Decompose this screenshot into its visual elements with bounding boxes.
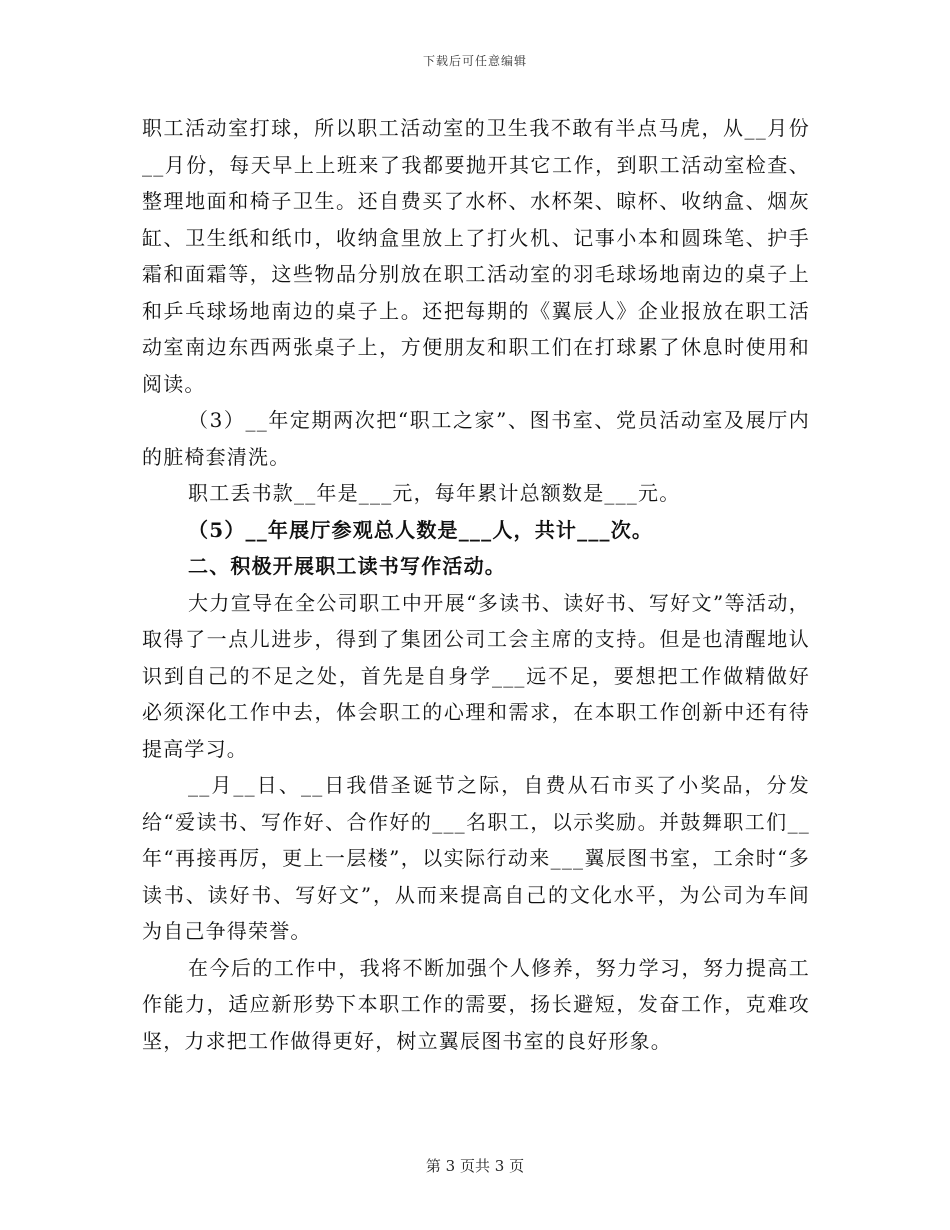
paragraph-christmas-awards: __月__日、__日我借圣诞节之际，自费从石市买了小奖品，分发给“爱读书、写作好、合作好的___名职工，以示奖励。并鼓舞职工们__年“再接再厉，更上一层楼”，以实际行动来___翼辰图书室，工余时“多读书、读好书、写好文”，从而来提高自己的文化水平，为公司为车间为自己争得荣誉。 bbox=[142, 773, 810, 943]
document-body bbox=[142, 110, 810, 1059]
paragraph-future-work: 在今后的工作中，我将不断加强个人修养，努力学习，努力提高工作能力，适应新形势下本职工作的需要，扬长避短，发奋工作，克难攻坚，力求把工作做得更好，树立翼辰图书室的良好形象。 bbox=[142, 955, 810, 1053]
paragraph-item-5: （5）__年展厅参观总人数是___人，共计___次。 bbox=[188, 517, 654, 542]
paragraph-item-3: （3）__年定期两次把“职工之家”、图书室、党员活动室及展厅内的脏椅套清洗。 bbox=[142, 408, 810, 469]
page-header-note: 下载后可任意编辑 bbox=[422, 54, 527, 68]
paragraph-lost-book-fee: 职工丢书款__年是___元，每年累计总额数是___元。 bbox=[188, 481, 681, 505]
paragraph-reading-activity: 大力宣导在全公司职工中开展“多读书、读好书、写好文”等活动，取得了一点儿进步，得到了集团公司工会主席的支持。但是也清醒地认识到自己的不足之处，首先是自身学___远不足，要想把工作做精做好必须深化工作中去，体会职工的心理和需求，在本职工作创新中还有待提高学习。 bbox=[142, 590, 810, 761]
paragraph-activity-room: 职工活动室打球，所以职工活动室的卫生我不敢有半点马虎，从__月份__月份，每天早上上班来了我都要抛开其它工作，到职工活动室检查、整理地面和椅子卫生。还自费买了水杯、水杯架、晾杯、收纳盒、烟灰缸、卫生纸和纸巾，收纳盒里放上了打火机、记事小本和圆珠笔、护手霜和面霜等，这些物品分别放在职工活动室的羽毛球场地南边的桌子上和乒乓球场地南边的桌子上。还把每期的《翼辰人》企业报放在职工活动室南边东西两张桌子上，方便朋友和职工们在打球累了休息时使用和阅读。 bbox=[142, 116, 810, 396]
page-number: 第 3 页共 3 页 bbox=[425, 1157, 525, 1175]
section-heading-2: 二、积极开展职工读书写作活动。 bbox=[188, 554, 506, 578]
